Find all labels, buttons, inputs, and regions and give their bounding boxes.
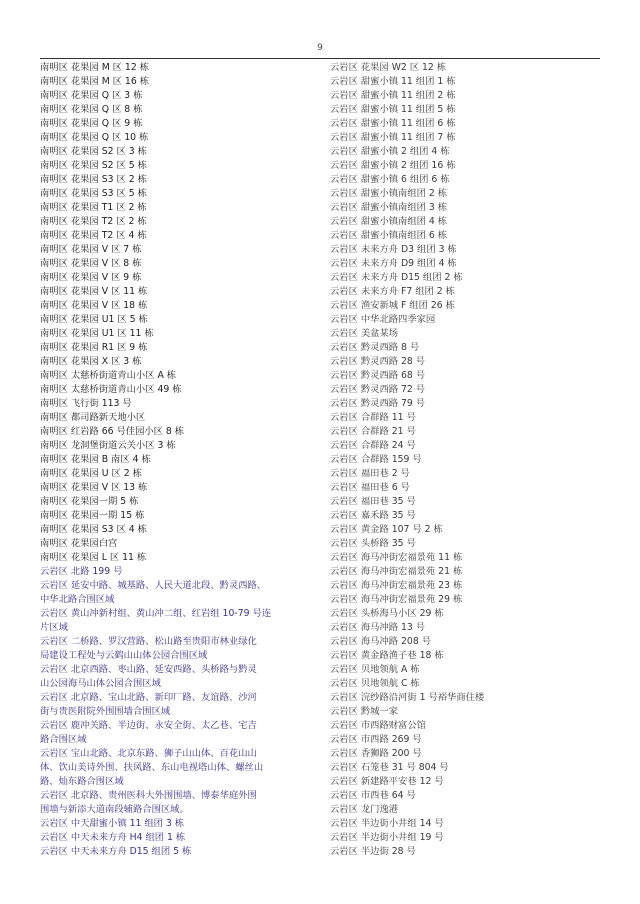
- address-line: 云岩区 市西巷 64 号: [330, 790, 416, 801]
- address-line: 南明区 花果园 V 区 8 栋: [40, 258, 142, 269]
- address-line: 云岩区 北京西路、枣山路、延安西路、头桥路与黔灵: [40, 664, 257, 675]
- address-line: 云岩区 未来方舟 D9 组团 4 栋: [330, 258, 457, 269]
- address-line: 云岩区 中华北路四季家园: [330, 314, 436, 325]
- address-line: 南明区 花果园 S2 区 5 栋: [40, 160, 147, 171]
- address-line: 云岩区 甜蜜小镇 11 组团 5 栋: [330, 104, 456, 115]
- page-number: 9: [317, 43, 323, 53]
- address-line: 云岩区 花果园 W2 区 12 栋: [330, 62, 447, 73]
- address-line: 云岩区 黔灵西路 72 号: [330, 384, 426, 395]
- header-rule: [40, 58, 600, 59]
- address-line: 南明区 花果园 S3 区 5 栋: [40, 188, 147, 199]
- address-line: 云岩区 黔灵西路 79 号: [330, 398, 426, 409]
- address-line: 云岩区 甜蜜小镇 11 组团 6 栋: [330, 118, 456, 129]
- address-line: 南明区 龙洞堡街道云关小区 3 栋: [40, 440, 176, 451]
- address-line: 云岩区 甜蜜小镇南组团 3 栋: [330, 202, 448, 213]
- address-line: 云岩区 北京路、宝山北路、新印厂路、友谊路、沙河: [40, 692, 257, 703]
- right-column: [330, 61, 602, 859]
- address-line: 街与贵医附院外围围墙合围区域: [40, 706, 171, 717]
- address-line: 云岩区 北京路、贵州医科大外围围墙、博泰华庭外围: [40, 790, 257, 801]
- address-line: 南明区 红岩路 66 号佳园小区 8 栋: [40, 426, 185, 437]
- address-line: 云岩区 美盆某场: [330, 328, 399, 339]
- address-line: 南明区 花果园 Q 区 10 栋: [40, 132, 149, 143]
- address-line: 南明区 花果园 V 区 13 栋: [40, 482, 148, 493]
- address-line: 南明区 花果园 U1 区 5 栋: [40, 314, 148, 325]
- address-line: 云岩区 甜蜜小镇 11 组团 7 栋: [330, 132, 456, 143]
- address-line: 云岩区 海马冲街宏福景苑 23 栋: [330, 580, 463, 591]
- address-line: 云岩区 黔灵西路 28 号: [330, 356, 426, 367]
- address-line: 云岩区 半边街 28 号: [330, 846, 416, 857]
- address-line: 云岩区 中天甜蜜小镇 11 组团 3 栋: [40, 818, 185, 829]
- address-line: 云岩区 海马冲街宏福景苑 21 栋: [330, 566, 463, 577]
- address-line: 云岩区 浣纱路沿河街 1 号裕华商住楼: [330, 692, 485, 703]
- address-line: 云岩区 中天未来方舟 H4 组团 1 栋: [40, 832, 186, 843]
- address-line: 云岩区 甜蜜小镇南组团 2 栋: [330, 188, 448, 199]
- address-line: 南明区 飞行街 113 号: [40, 398, 132, 409]
- address-line: 云岩区 海马冲街宏福景苑 29 栋: [330, 594, 463, 605]
- address-line: 云岩区 嘉禾路 35 号: [330, 510, 416, 521]
- address-line: 南明区 花果园 T2 区 4 栋: [40, 230, 147, 241]
- address-line: 云岩区 合群路 24 号: [330, 440, 416, 451]
- address-line: 南明区 花果园 V 区 18 栋: [40, 300, 148, 311]
- address-line: 云岩区 延安中路、城基路、人民大道北段、黔灵西路、: [40, 580, 267, 591]
- address-line: 云岩区 合群路 21 号: [330, 426, 416, 437]
- address-line: 南明区 花果园 Q 区 3 栋: [40, 90, 143, 101]
- address-line: 体、饮山美诗外围、扶风路、东山电视塔山体、螺丝山: [40, 762, 264, 773]
- address-line: 山公园海马山体公园合围区域: [40, 678, 161, 689]
- address-line: 云岩区 黔灵西路 68 号: [330, 370, 426, 381]
- address-line: 云岩区 二桥路、罗汉营路、松山路至贵阳市林业绿化: [40, 636, 257, 647]
- address-line: 云岩区 龙门逸港: [330, 804, 399, 815]
- address-line: 围墙与新添大道南段辅路合围区域。: [40, 804, 189, 815]
- address-line: 云岩区 海马冲路 13 号: [330, 622, 426, 633]
- address-line: 南明区 花果园 Q 区 9 栋: [40, 118, 143, 129]
- address-line: 局建设工程处与云鹤山山体公园合围区域: [40, 650, 208, 661]
- address-line: 南明区 花果园 Q 区 8 栋: [40, 104, 143, 115]
- address-line: 南明区 花果园 T1 区 2 栋: [40, 202, 147, 213]
- address-line: 南明区 花果园 L 区 11 栋: [40, 552, 147, 563]
- address-line: 南明区 花果园 S3 区 4 栋: [40, 524, 147, 535]
- address-line: 云岩区 贝地领航 A 栋: [330, 664, 420, 675]
- address-line: 云岩区 黔城一家: [330, 706, 399, 717]
- address-line: 南明区 花果园一期 15 栋: [40, 510, 145, 521]
- address-line: 云岩区 甜蜜小镇 11 组团 1 栋: [330, 76, 456, 87]
- address-line: 南明区 花果园白宫: [40, 538, 118, 549]
- address-line: 南明区 花果园 M 区 16 栋: [40, 76, 150, 87]
- address-line: 中华北路合围区域: [40, 594, 115, 605]
- address-line: 云岩区 海马冲街宏福景苑 11 栋: [330, 552, 463, 563]
- address-line: 南明区 花果园 V 区 7 栋: [40, 244, 142, 255]
- address-line: 南明区 都司路新天地小区: [40, 412, 146, 423]
- address-line: 云岩区 北路 199 号: [40, 566, 123, 577]
- address-line: 云岩区 头桥路 35 号: [330, 538, 416, 549]
- address-line: 南明区 太慈桥街道青山小区 49 栋: [40, 384, 182, 395]
- address-line: 云岩区 宝山北路、北京东路、狮子山山体、百花山山: [40, 748, 257, 759]
- address-line: 南明区 花果园一期 5 栋: [40, 496, 139, 507]
- address-line: 云岩区 甜蜜小镇南组团 6 栋: [330, 230, 448, 241]
- address-line: 南明区 花果园 V 区 9 栋: [40, 272, 142, 283]
- address-line: 云岩区 鹿冲关路、半边街、永安全街、太乙巷、宅吉: [40, 720, 257, 731]
- address-line: 南明区 花果园 X 区 3 栋: [40, 356, 142, 367]
- address-line: 云岩区 合群路 159 号: [330, 454, 422, 465]
- address-line: 云岩区 福田巷 6 号: [330, 482, 410, 493]
- address-line: 南明区 花果园 B 南区 4 栋: [40, 454, 151, 465]
- address-line: 南明区 花果园 R1 区 9 栋: [40, 342, 148, 353]
- address-line: 云岩区 未来方舟 F7 组团 2 栋: [330, 286, 455, 297]
- address-line: 云岩区 福田巷 35 号: [330, 496, 416, 507]
- address-line: 南明区 花果园 U1 区 11 栋: [40, 328, 154, 339]
- address-line: 云岩区 合群路 11 号: [330, 412, 416, 423]
- address-line: 南明区 花果园 S3 区 2 栋: [40, 174, 147, 185]
- address-line: 云岩区 未来方舟 D3 组团 3 栋: [330, 244, 457, 255]
- left-column: [40, 61, 312, 859]
- address-line: 云岩区 新建路平安巷 12 号: [330, 776, 444, 787]
- address-line: 云岩区 香狮路 200 号: [330, 748, 422, 759]
- address-line: 云岩区 石笼巷 31 号 804 号: [330, 762, 449, 773]
- address-line: 片区域: [40, 622, 68, 633]
- address-line: 云岩区 福田巷 2 号: [330, 468, 410, 479]
- address-line: 云岩区 黔灵西路 8 号: [330, 342, 420, 353]
- address-line: 云岩区 半边街小井组 19 号: [330, 832, 444, 843]
- address-line: 云岩区 渔安新城 F 组团 26 栋: [330, 300, 455, 311]
- address-line: 云岩区 未来方舟 D15 组团 2 栋: [330, 272, 463, 283]
- address-line: 南明区 花果园 M 区 12 栋: [40, 62, 150, 73]
- address-line: 云岩区 甜蜜小镇 11 组团 2 栋: [330, 90, 456, 101]
- address-line: 云岩区 甜蜜小镇 2 组团 16 栋: [330, 160, 456, 171]
- address-line: 云岩区 头桥海马小区 29 栋: [330, 608, 444, 619]
- address-line: 云岩区 中天未来方舟 D15 组团 5 栋: [40, 846, 192, 857]
- address-line: 云岩区 甜蜜小镇 2 组团 4 栋: [330, 146, 450, 157]
- address-line: 云岩区 市西路财富公馆: [330, 720, 426, 731]
- address-line: 路合围区域: [40, 734, 87, 745]
- address-line: 南明区 花果园 S2 区 3 栋: [40, 146, 147, 157]
- address-line: 南明区 花果园 T2 区 2 栋: [40, 216, 147, 227]
- address-line: 云岩区 半边街小井组 14 号: [330, 818, 444, 829]
- address-line: 云岩区 黄金路 107 号 2 栋: [330, 524, 443, 535]
- address-line: 云岩区 甜蜜小镇 6 组团 6 栋: [330, 174, 450, 185]
- address-line: 南明区 花果园 U 区 2 栋: [40, 468, 142, 479]
- address-line: 路、灿东路合围区域: [40, 776, 124, 787]
- address-line: 南明区 花果园 V 区 11 栋: [40, 286, 148, 297]
- address-line: 云岩区 黄金路渔子巷 18 栋: [330, 650, 444, 661]
- address-line: 云岩区 甜蜜小镇南组团 4 栋: [330, 216, 448, 227]
- address-line: 云岩区 海马冲路 208 号: [330, 636, 431, 647]
- address-line: 云岩区 贝地领航 C 栋: [330, 678, 420, 689]
- address-line: 南明区 太慈桥街道青山小区 A 栋: [40, 370, 177, 381]
- address-line: 云岩区 黄山冲新村组、黄山冲二组、红岩组 10-79 号连: [40, 608, 272, 619]
- address-line: 云岩区 市西路 269 号: [330, 734, 422, 745]
